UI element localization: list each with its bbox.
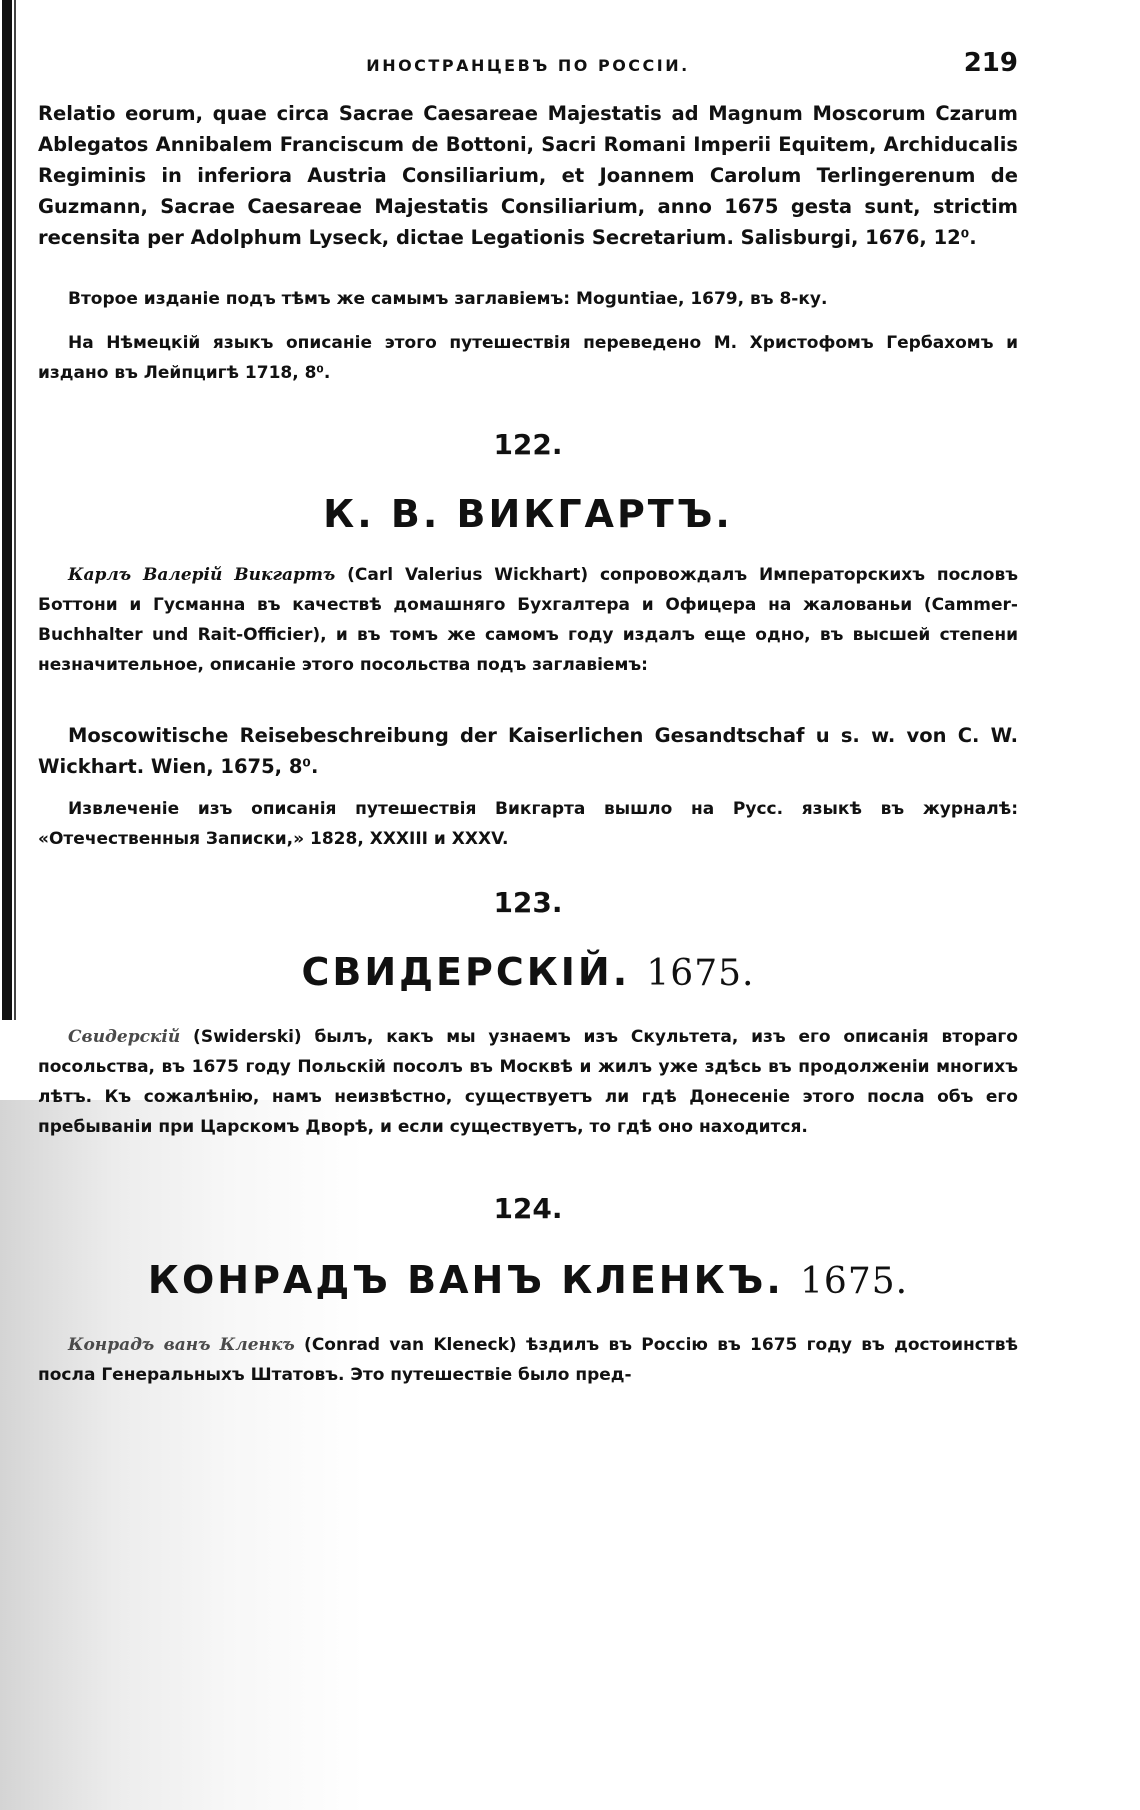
page-binding-edge-line	[14, 0, 16, 1020]
running-title: ИНОСТРАНЦЕВЪ ПО РОССІИ.	[366, 56, 690, 75]
relatio-title-paragraph: Relatio eorum, quae circa Sacrae Caesareae Majestatis ad Magnum Moscorum Czarum Ablegatos Annibalem Franciscum de Bottoni, Sacri Romani Imperii Equitem, Archiducalis Regiminis in inferiora Austria Consiliarium, et Joannem Carolum Terlingerenum de Guzmann, Sacrae Caesareae Majestatis Consiliarium, anno 1675 gesta sunt, strictim recensita per Adolphum Lyseck, dictae Legationis Secretarium. Salisburgi, 1676, 12⁰.	[38, 102, 1018, 249]
wickhart-paragraph	[38, 560, 1018, 680]
entry-heading-swiderski	[38, 950, 1018, 994]
entry-number-124: 124.	[493, 1192, 563, 1225]
swiderski-heading-year: 1675.	[646, 953, 755, 994]
running-head	[38, 48, 1018, 88]
wickhart-extract-note: Извлеченіе изъ описанія путешествія Викгарта вышло на Русс. языкѣ въ журналѣ: «Отечественныя Записки,» 1828, XXXIII и XXXV.	[38, 799, 1018, 849]
klenck-name: Конрадъ ванъ Кленкъ	[68, 1335, 295, 1355]
german-translation-note: На Нѣмецкій языкъ описаніе этого путешествія переведено М. Христофомъ Гербахомъ и издано въ Лейпцигѣ 1718, 8⁰.	[38, 333, 1018, 383]
book-page	[38, 0, 1018, 1810]
swiderski-heading-name: СВИДЕРСКІЙ.	[301, 950, 631, 994]
wickhart-book-title: Moscowitische Reisebeschreibung der Kaiserlichen Gesandtschaf u s. w. von C. W. Wickhart. Wien, 1675, 8⁰.	[38, 724, 1018, 778]
page-binding-edge	[2, 0, 12, 1020]
klenck-heading-name: КОНРАДЪ ВАНЪ КЛЕНКЪ.	[147, 1258, 784, 1302]
entry-heading-klenck	[38, 1258, 1018, 1302]
second-edition-note: Второе изданіе подъ тѣмъ же самымъ заглавіемъ: Moguntiae, 1679, въ 8-ку.	[68, 289, 828, 309]
entry-number-123: 123.	[493, 886, 563, 919]
klenck-heading-year: 1675.	[800, 1261, 909, 1302]
entry-heading-wickhart: К. В. ВИКГАРТЪ.	[323, 492, 733, 536]
swiderski-name: Свидерскій	[68, 1027, 181, 1047]
entry-number-122: 122.	[493, 428, 563, 461]
klenck-text: (Conrad van Kleneck) ѣздилъ въ Россію въ 1675 году въ достоинствѣ посла Генеральныхъ Штатовъ. Это путешествіе было пред-	[38, 1335, 1018, 1385]
swiderski-paragraph	[38, 1022, 1018, 1142]
wickhart-text: (Carl Valerius Wickhart) сопровождалъ Императорскихъ пословъ Боттони и Гусманна въ качествѣ домашняго Бухгалтера и Офицера на жалованьи (Cammer-Buchhalter und Rait-Officier), и въ томъ же самомъ году издалъ еще одно, въ высшей степени незначительное, описаніе этого посольства подъ заглавіемъ:	[38, 565, 1019, 675]
wickhart-name: Карлъ Валерій Викгартъ	[68, 565, 336, 585]
klenck-paragraph	[38, 1330, 1018, 1390]
page-number: 219	[963, 48, 1018, 78]
swiderski-text: (Swiderski) былъ, какъ мы узнаемъ изъ Скультета, изъ его описанія втораго посольства, въ 1675 году Польскій посолъ въ Москвѣ и жилъ уже здѣсь въ продолженіи многихъ лѣтъ. Къ сожалѣнію, намъ неизвѣстно, существуетъ ли гдѣ Донесеніе этого посла объ его пребываніи при Царскомъ Дворѣ, и если существуетъ, то гдѣ оно находится.	[38, 1027, 1018, 1137]
